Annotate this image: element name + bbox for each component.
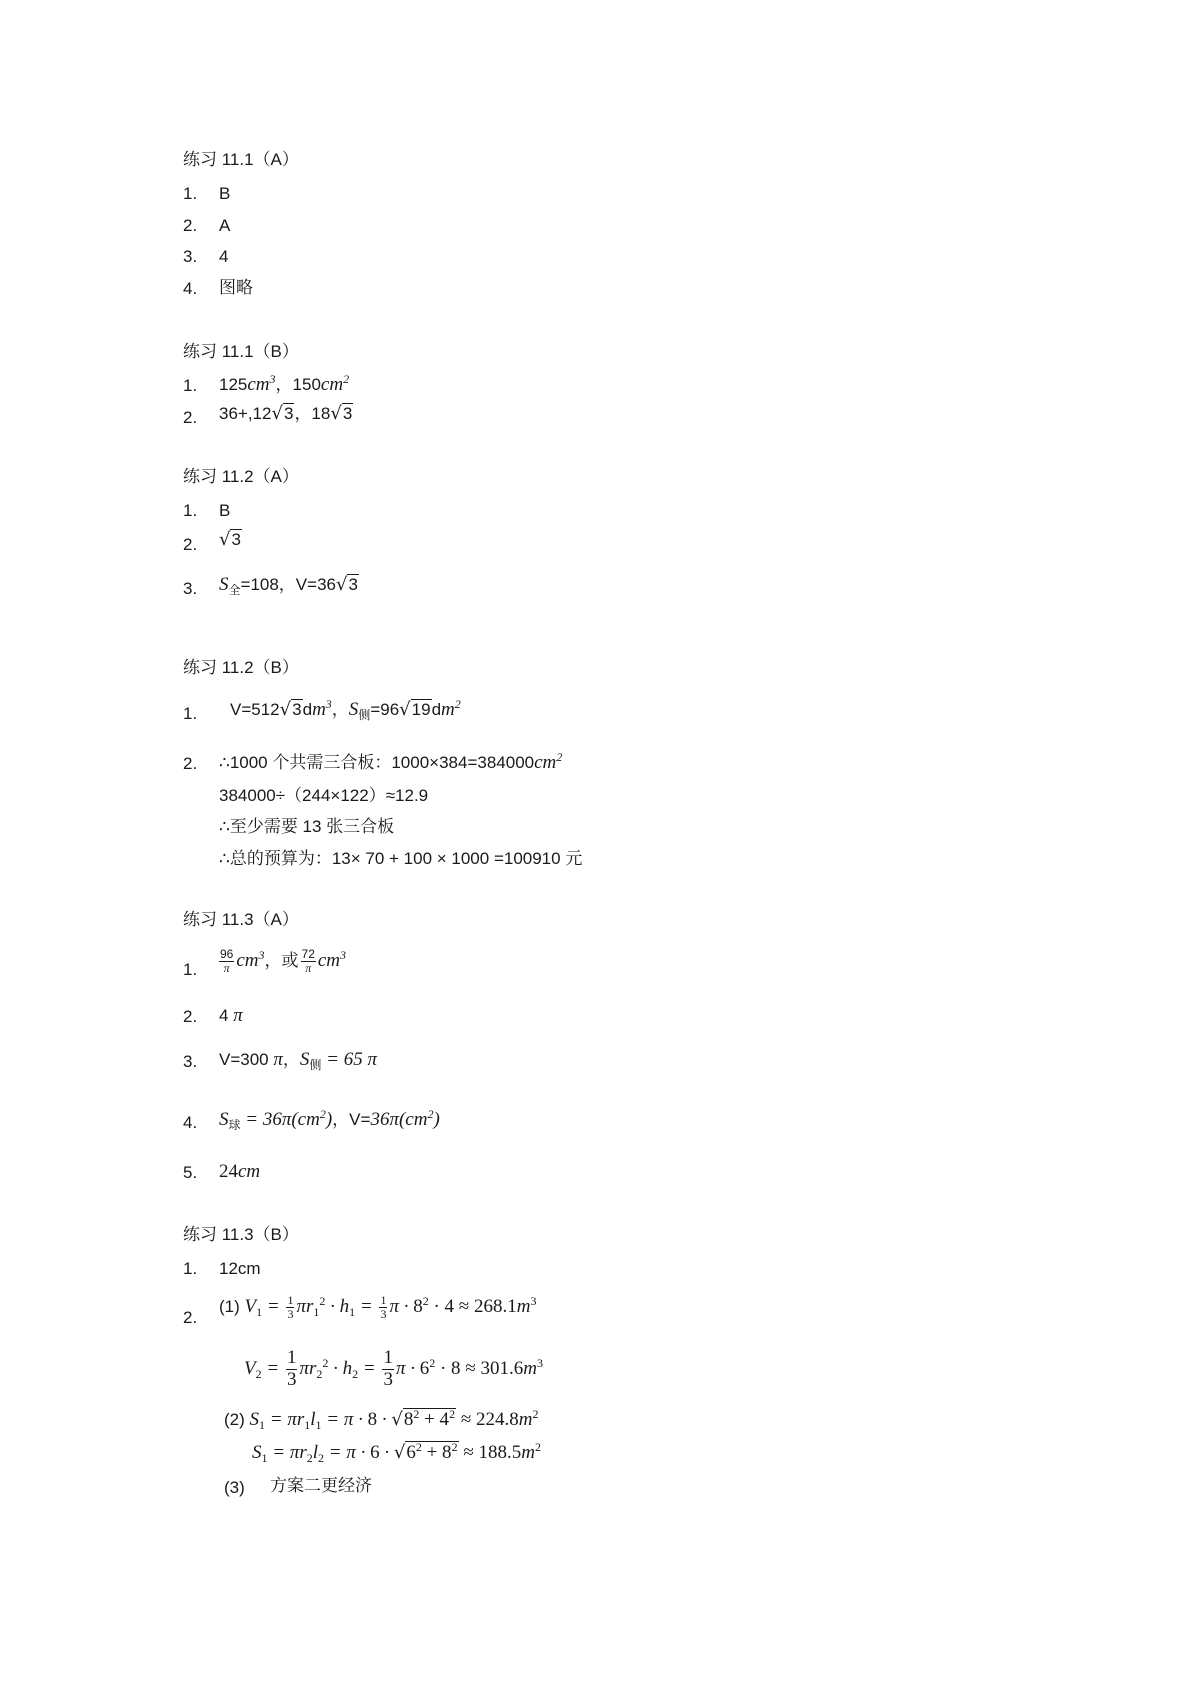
- answer-math: 36+,12√3，18√3: [219, 403, 353, 424]
- answer: ∴至少需要 13 张三合板: [219, 817, 395, 836]
- item-number: 1.: [183, 376, 198, 395]
- item-number: 3.: [183, 247, 198, 266]
- item-number: 2.: [183, 535, 198, 554]
- item-number: 3.: [183, 1052, 198, 1071]
- answer: ∴总的预算为：13× 70 + 100 × 1000 =100910 元: [219, 849, 583, 868]
- answer-math: 4 π: [219, 1005, 243, 1026]
- answer-math: √3: [219, 529, 241, 550]
- answer-math: $\frac{96}{\pi}$ $cm^3$，或 $\frac{72}{\pi}$ $cm^3$: [220, 947, 347, 976]
- answer: 图略: [219, 278, 253, 297]
- item-number: 2.: [183, 1308, 198, 1327]
- item-number: 2.: [183, 1007, 198, 1026]
- section-title: 练习 11.3（A）: [183, 910, 299, 929]
- section-title: 练习 11.3（B）: [183, 1225, 299, 1244]
- item-number: 2.: [183, 754, 198, 773]
- item-number: 1.: [183, 1259, 198, 1278]
- answer: B: [219, 501, 231, 520]
- item-number: 1.: [183, 501, 198, 520]
- answer: 384000÷（244×122）≈12.9: [219, 786, 429, 805]
- item-number: 1.: [183, 960, 198, 979]
- item-number: 4.: [183, 1113, 198, 1132]
- answer-math: $125cm^3$，$150cm^2$: [219, 372, 350, 395]
- answer: 12cm: [219, 1259, 261, 1278]
- item-number: 1.: [183, 704, 198, 723]
- item-number: 5.: [183, 1163, 198, 1182]
- answer-math: $S_全=108$，V=36√3: [219, 574, 358, 597]
- answer-math: ∴1000 个共需三合板：$1000\times 384=384000cm^2$: [219, 750, 563, 773]
- section-title: 练习 11.2（A）: [183, 467, 299, 486]
- answer-math: $V_2$ = $\frac{1}{3}$ $\pi r_2^2 \cdot h_2$ = $\frac{1}{3}$ $\pi \cdot 6^2 \cdot 8 \approx 301.6m^3$: [244, 1347, 543, 1390]
- item-number: 4.: [183, 279, 198, 298]
- section-title: 练习 11.1（B）: [183, 342, 299, 361]
- answer: 4: [219, 247, 229, 266]
- answer: 方案二更经济: [270, 1476, 372, 1495]
- item-number: 1.: [183, 184, 198, 203]
- answer-math: $V=512√3dm^3$，$S_侧=96√19dm^2$: [230, 697, 461, 722]
- answer-math: (1) $V_1$ = $\frac{1}{3}$ $\pi r_1^2 \cdot h_1$ = $\frac{1}{3}$ $\pi \cdot 8^2 \cdot 4 \approx 268.1m^3$: [219, 1293, 537, 1322]
- section-title: 练习 11.2（B）: [183, 658, 299, 677]
- answer-math: $S_1 = \pi r_2l_2 = \pi \cdot 6 \cdot √6^2 + 8^2 \approx 188.5m^2$: [252, 1440, 541, 1465]
- item-number: 3.: [183, 579, 198, 598]
- answer: B: [219, 184, 231, 203]
- answer-math: (2) $S_1 = \pi r_1l_1 = \pi \cdot 8 \cdot √8^2 + 4^2 \approx 224.8m^2$: [224, 1407, 539, 1432]
- answer-math: 24cm: [219, 1161, 261, 1182]
- item-label: (3): [224, 1478, 245, 1497]
- answer-math: V=300 π，$S_侧 = 65$ π: [219, 1049, 377, 1072]
- item-number: 2.: [183, 216, 198, 235]
- item-number: 2.: [183, 408, 198, 427]
- section-title: 练习 11.1（A）: [183, 150, 299, 169]
- answer-math: $S_球 = 36\pi(cm^2)$，$V=36\pi(cm^2)$: [219, 1107, 440, 1132]
- answer: A: [219, 216, 231, 235]
